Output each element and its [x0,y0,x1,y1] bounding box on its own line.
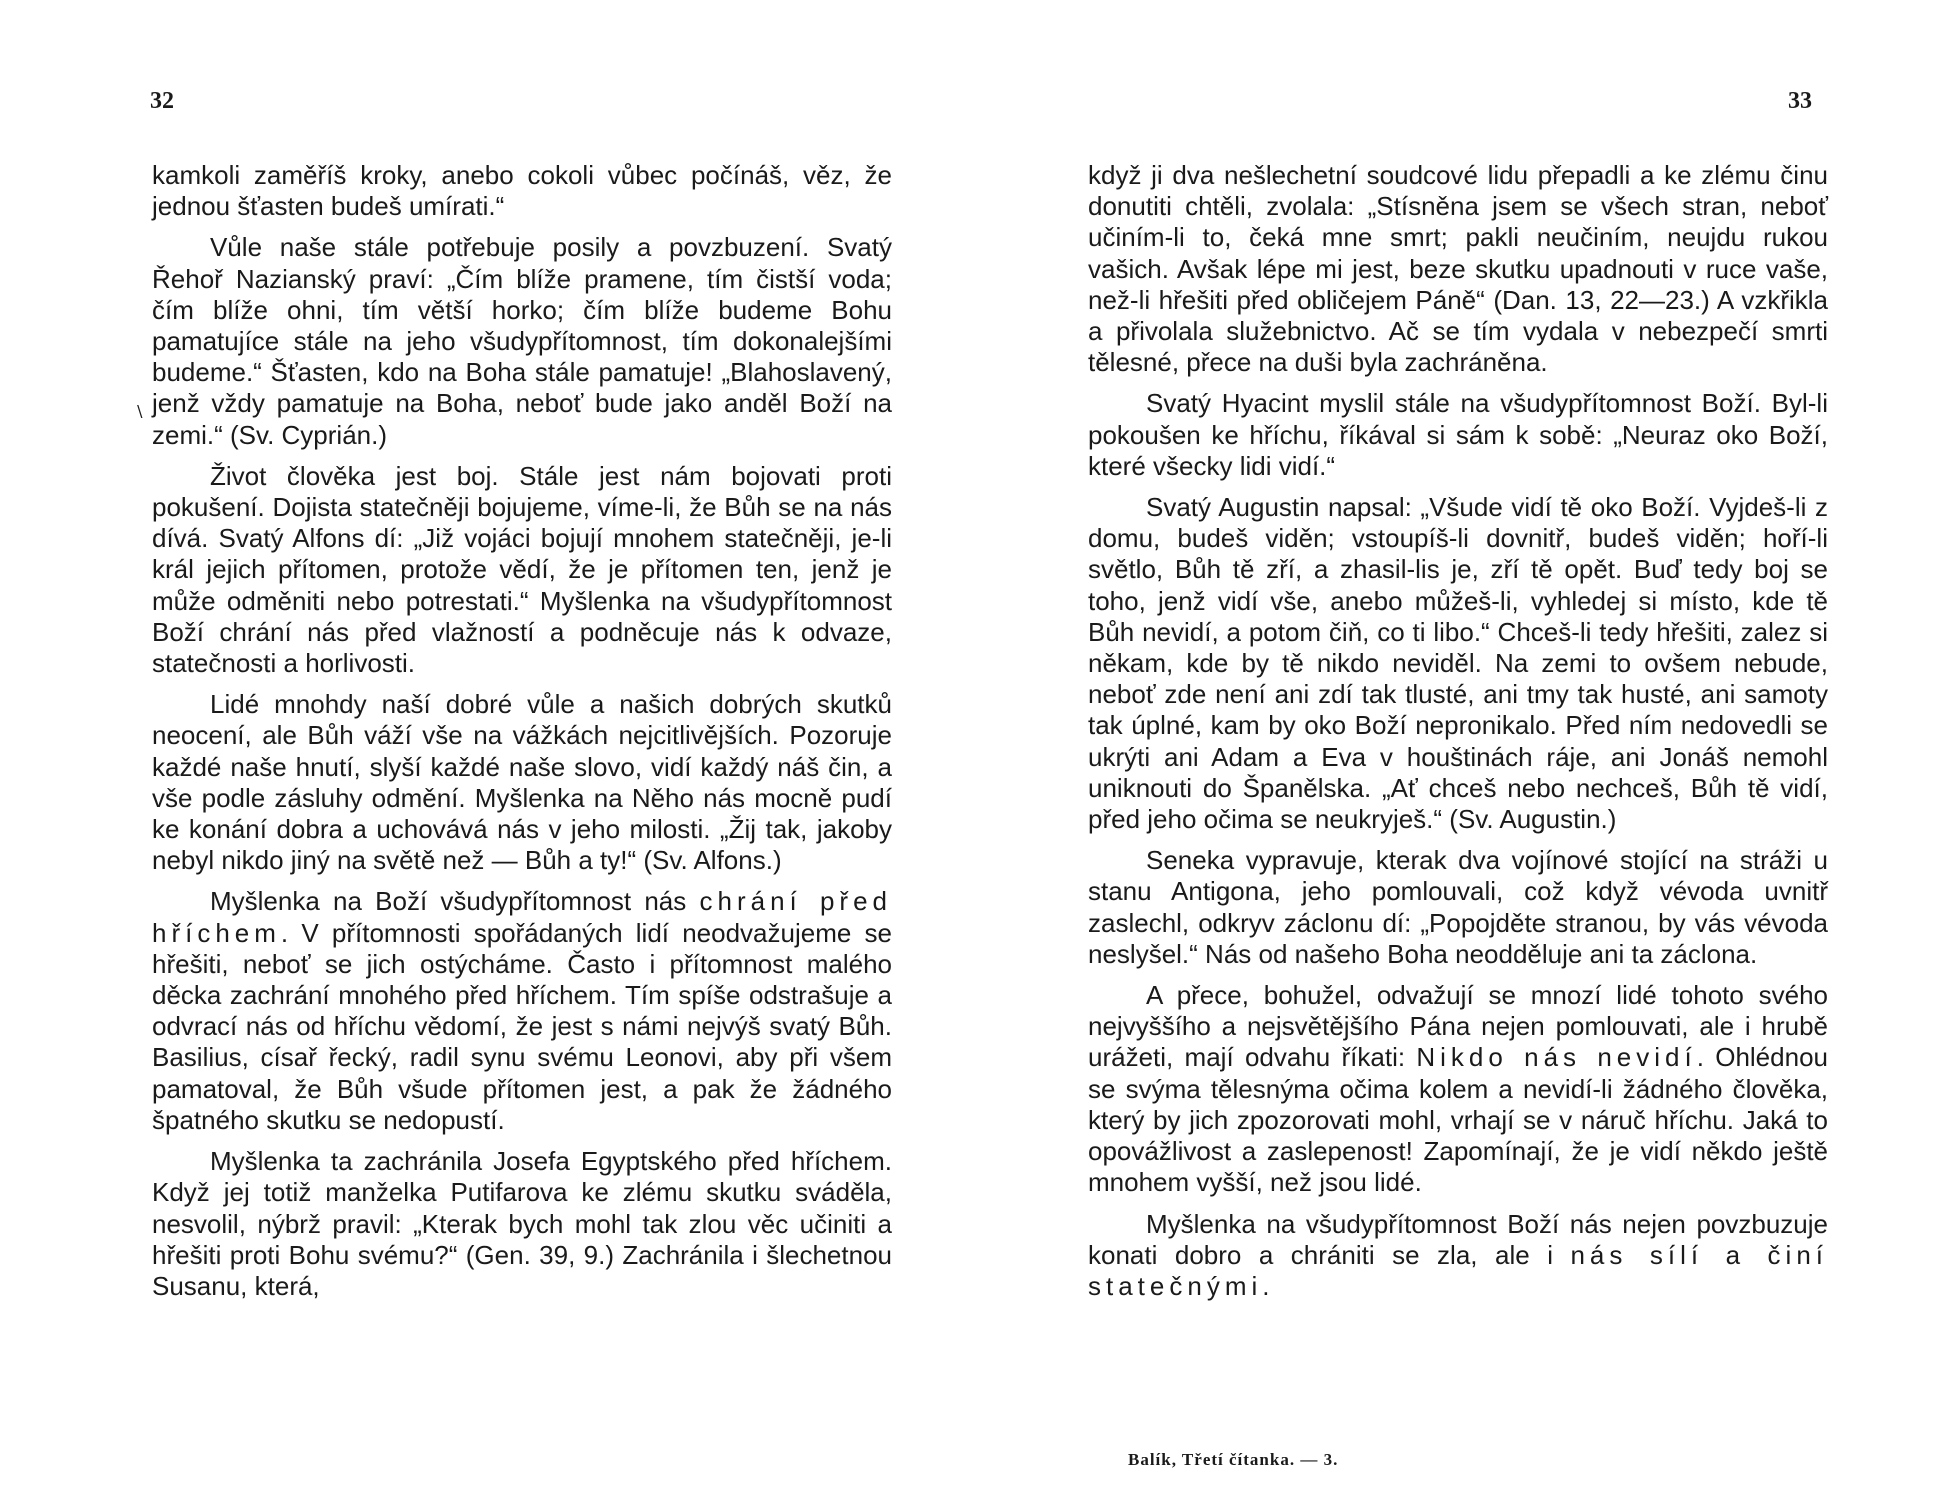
paragraph [152,886,892,1136]
paragraph: Seneka vypravuje, kterak dva vojínové stojící na stráži u stanu Antigona, jeho pomlouvali, což když vévoda uvnitř zaslechl, odkryv záclonu dí: „Popojděte stranou, by vás vévoda neslyšel.“ Nás od našeho Boha neodděluje ani ta záclona. [1088,845,1828,969]
page-number: 32 [150,88,174,114]
paragraph: Svatý Hyacint myslil stále na všudypřítomnost Boží. Byl-li pokoušen ke hříchu, říkával si sám k sobě: „Neuraz oko Boží, které všecky lidi vidí.“ [1088,388,1828,481]
paragraph: kamkoli zaměříš kroky, anebo cokoli vůbec počínáš, věz, že jednou šťasten budeš umírati.“ [152,160,892,222]
paragraph: Lidé mnohdy naší dobré vůle a našich dobrých skutků neocení, ale Bůh váží vše na vážkách nejcitlivějších. Pozoruje každé naše hnutí, slyší každé naše slovo, vidí každý náš čin, a vše podle zásluhy odmění. Myšlenka na Něho nás mocně pudí ke konání dobra a uchovává nás v jeho milosti. „Žij tak, jakoby nebyl nikdo jiný na světě než — Bůh a ty!“ (Sv. Alfons.) [152,689,892,876]
spaced-emphasis: chrání před hříchem [152,886,892,948]
paragraph [1088,1209,1828,1303]
paragraph: Život člověka jest boj. Stále jest nám bojovati proti pokušení. Dojista statečněji bojujeme, víme-li, že Bůh se na nás dívá. Svatý Alfons dí: „Již vojáci bojují mnohem statečněji, je-li král jejich přítomen, protože vědí, že je přítomen ten, jenž je může odměniti nebo potrestati.“ Myšlenka na všudypřítomnost Boží chrání nás před vlažností a podněcuje nás k odvaze, statečnosti a horlivosti. [152,460,892,679]
spaced-emphasis: Nikdo nás nevidí [1416,1042,1697,1073]
paragraph-text: A přece, bohužel, odvažují se mnozí lidé tohoto svého nejvyššího a nejsvětějšího Pána nejen pomlouvati, ale i hrubě urážeti, mají odvahu říkati: [1088,980,1828,1073]
page-footer: Balík, Třetí čítanka. — 3. [1128,1450,1339,1469]
paragraph-text: . Ohlédnou se svýma tělesnýma očima kolem a nevidí-li žádného člověka, který by jich zpozorovati mohl, vrhají se v náruč hříchu. Jaká to opovážlivost a zaslepenost! Zapomínají, že je vidí někdo ještě mnohem vyšší, než jsou lidé. [1088,1042,1828,1198]
right-page [968,0,1936,1500]
paragraph: když ji dva nešlechetní soudcové lidu přepadli a ke zlému činu donutiti chtěli, zvolala: „Stísněna jsem se všech stran, neboť učiním-li to, čeká mne smrt; pakli neučiním, neujdu rukou vašich. Avšak lépe mi jest, beze skutku upadnouti v ruce vaše, než-li hřešiti před obličejem Páně“ (Dan. 13, 22—23.) A vzkřikla a přivolala služebnictvo. Ač se tím vydala v nebezpečí smrti tělesné, přece na duši byla zachráněna. [1088,160,1828,378]
paragraph-text: . [1262,1270,1270,1301]
paragraph: Svatý Augustin napsal: „Všude vidí tě oko Boží. Vyjdeš-li z domu, budeš viděn; vstoupíš-li dovnitř, budeš viděn; hoří-li světlo, Bůh tě zří, a zhasil-lis je, zří tě opět. Buď tedy boj se toho, jenž vidí vše, anebo můžeš-li, vyhledej si místo, kde tě Bůh nevidí, a potom čiň, co ti libo.“ Chceš-li tedy hřešiti, zalez si někam, kde by tě nikdo neviděl. Na zemi to ovšem nebude, neboť zde není ani zdí tak tlusté, ani tmy tak husté, ani samoty tak úplné, kam by oko Boží nepronikalo. Před ním nedovedli se ukrýti ani Adam a Eva v houštinách ráje, ani Jonáš nemohl uniknouti do Španělska. „Ať chceš nebo nechceš, Bůh tě vidí, před jeho očima se neukryješ.“ (Sv. Augustin.) [1088,492,1828,835]
spaced-emphasis: nás sílí a činí statečnými [1088,1239,1828,1301]
margin-mark: ∖ [134,404,145,421]
paragraph-text: Myšlenka na všudypřítomnost Boží nás nejen povzbuzuje konati dobro a chrániti se zla, ale i [1088,1208,1828,1270]
paragraph: Myšlenka ta zachránila Josefa Egyptského před hříchem. Když jej totiž manželka Putifarova ke zlému skutku sváděla, nesvolil, nýbrž pravil: „Kterak bych mohl tak zlou věc učiniti a hřešiti proti Bohu svému?“ (Gen. 39, 9.) Zachránila i šlechetnou Susanu, která, [152,1146,892,1301]
right-page-text [1088,160,1828,1312]
left-page-text [152,160,892,1312]
page-number: 33 [1788,88,1812,114]
paragraph-text: Myšlenka na Boží všudypřítomnost nás [210,886,700,917]
paragraph: Vůle naše stále potřebuje posily a povzbuzení. Svatý Řehoř Nazianský praví: „Čím blíže pramene, tím čistší voda; čím blíže ohni, tím větší horko; čím blíže budeme Bohu pamatujíce stále na jeho všudypřítomnost, tím dokonalejšími budeme.“ Šťasten, kdo na Boha stále pamatuje! „Blahoslavený, jenž vždy pamatuje na Boha, neboť bude jako anděl Boží na zemi.“ (Sv. Cyprián.) [152,232,892,450]
paragraph [1088,980,1828,1198]
paragraph-text: . V přítomnosti spořádaných lidí neodvažujeme se hřešiti, neboť se jich ostýcháme. Často i přítomnost malého děcka zachrání mnohého před hříchem. Tím spíše odstrašuje a odvrací nás od hříchu vědomí, že jest s námi nejvýš svatý Bůh. Basilius, císař řecký, radil synu svému Leonovi, aby při všem pamatoval, že Bůh všude přítomen jest, a pak že žádného špatného skutku se nedopustí. [152,917,892,1135]
